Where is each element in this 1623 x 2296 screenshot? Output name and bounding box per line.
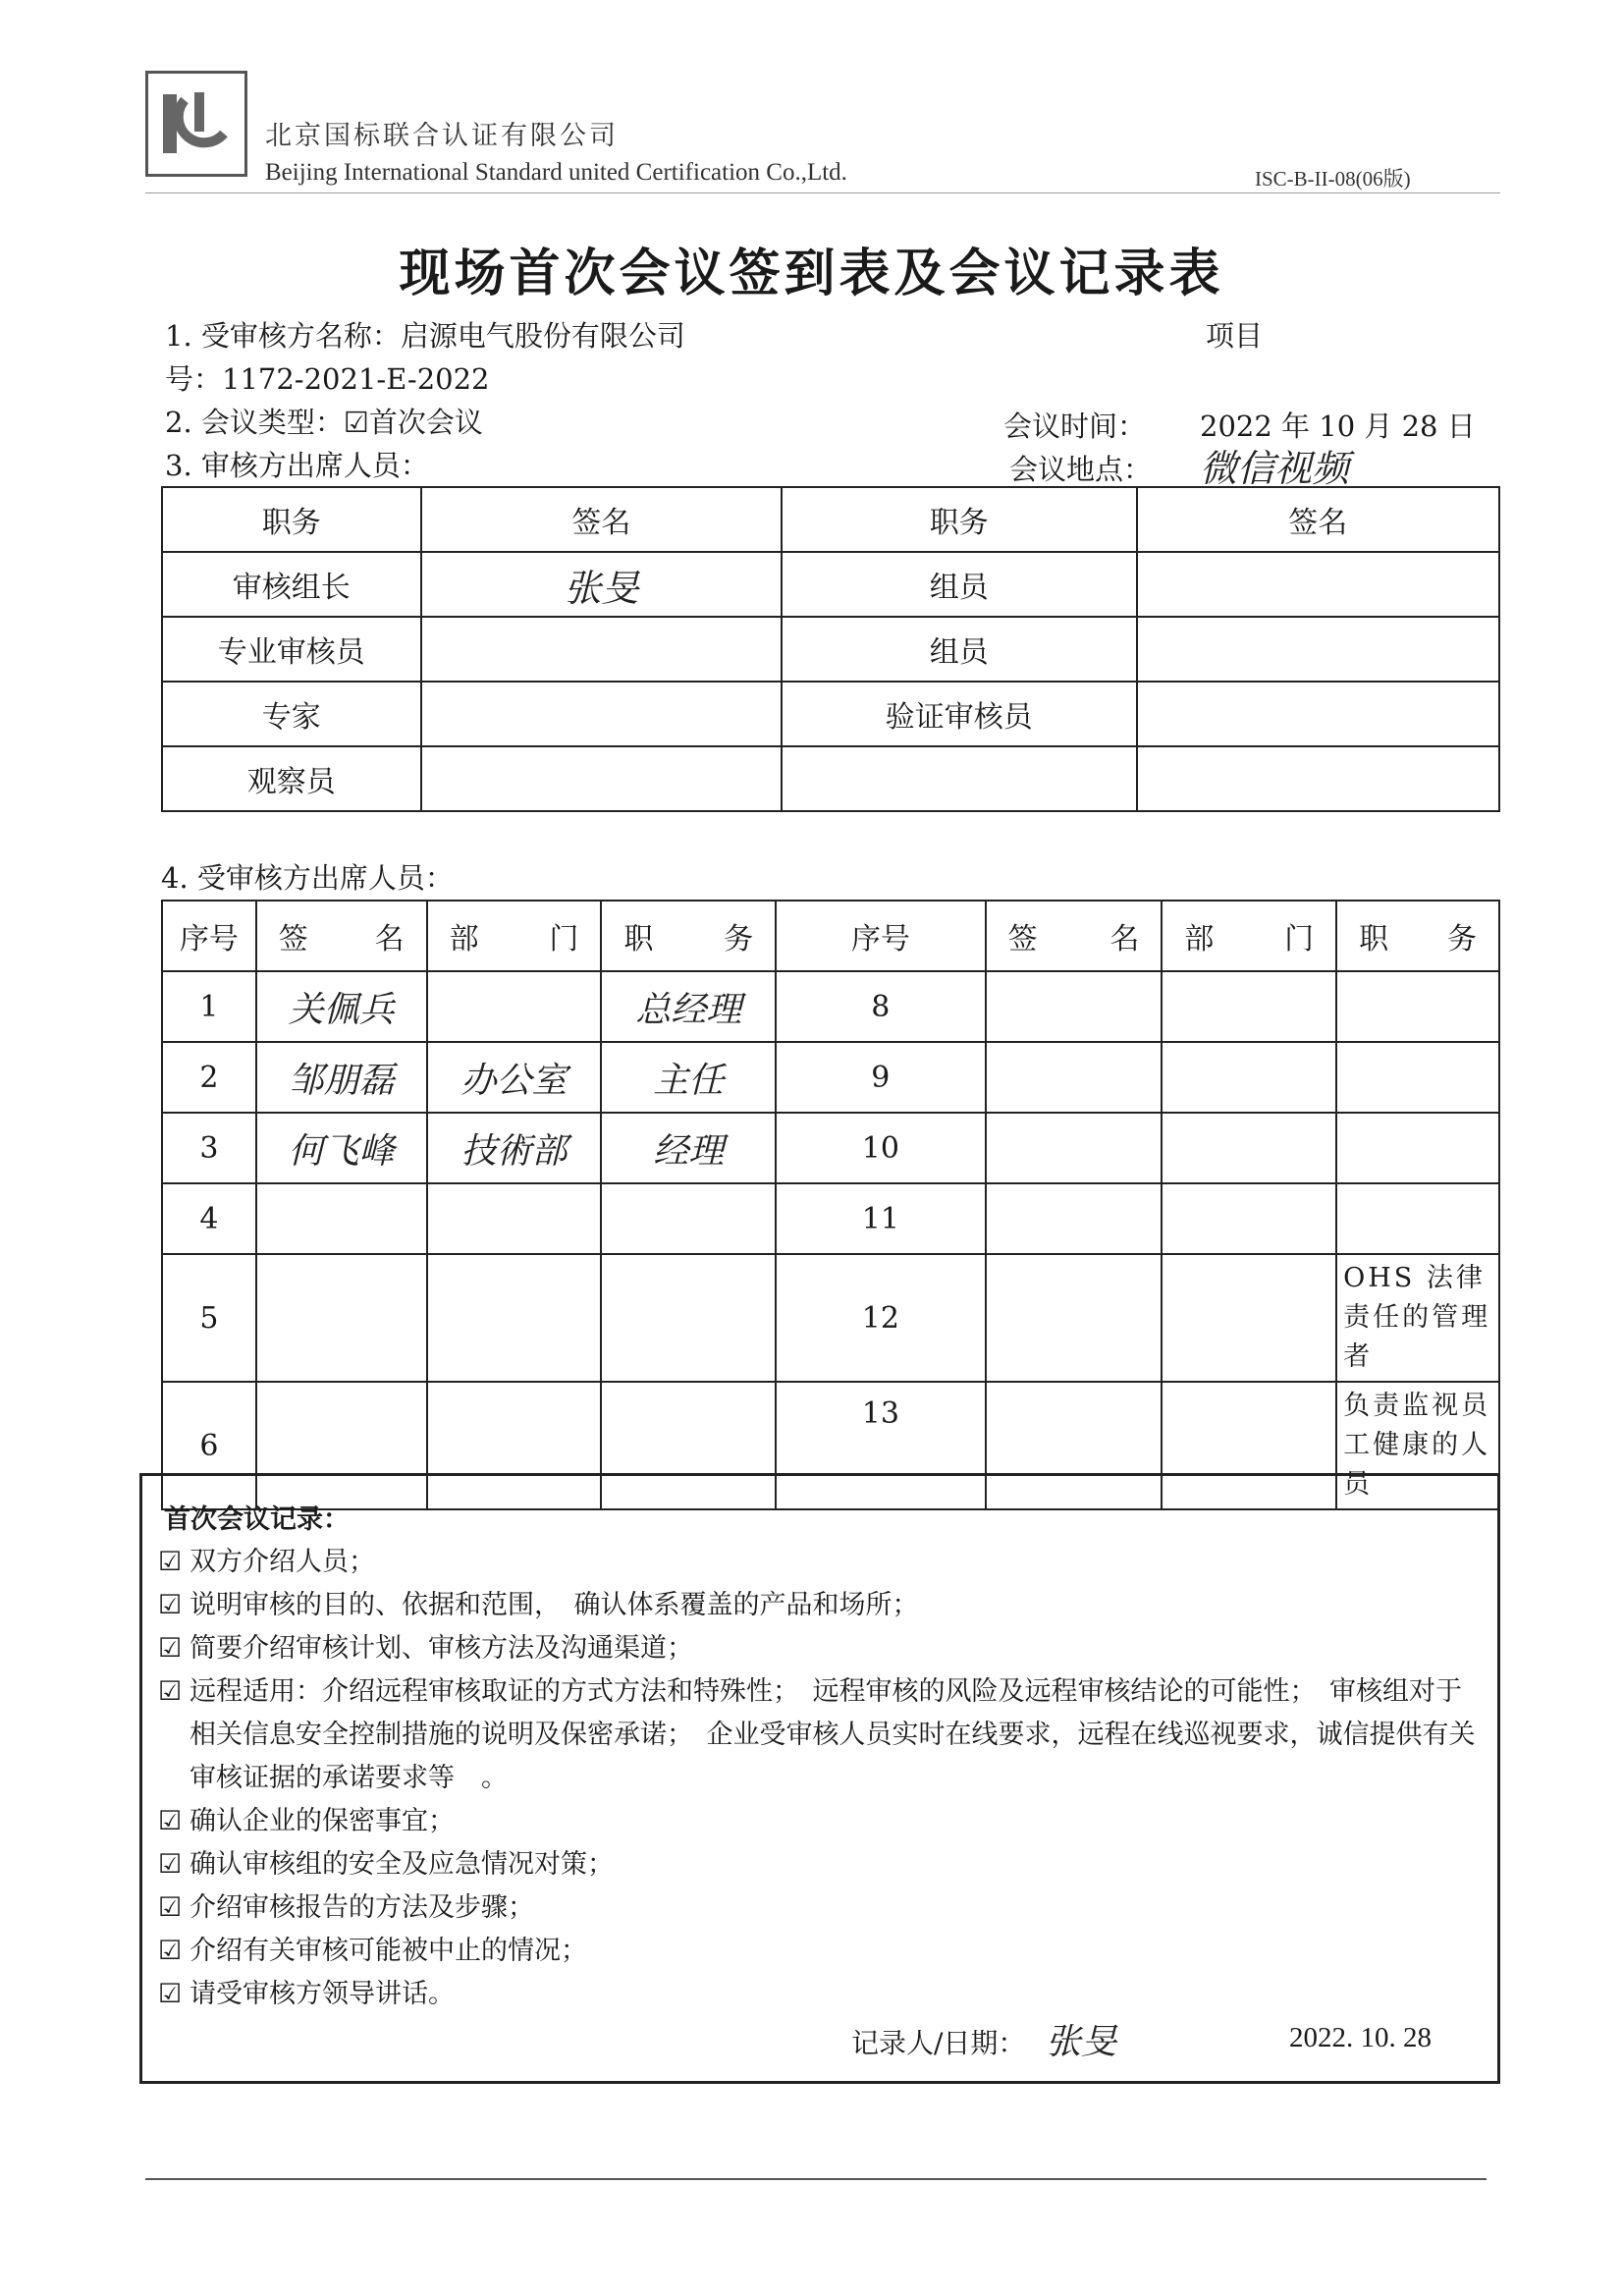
- department-cell: 办公室: [427, 1042, 602, 1113]
- record-text: 确认审核组的安全及应急情况对策；: [189, 1849, 614, 1880]
- spaced-header: 签 名: [1007, 922, 1140, 957]
- table-row: [162, 1113, 1499, 1183]
- project-label: 项目: [1206, 319, 1264, 353]
- record-text: 请受审核方领导讲话。: [189, 1979, 455, 2009]
- position-cell: [601, 1254, 776, 1382]
- meeting-type-line: 2. 会议类型：☑首次会议: [165, 406, 483, 439]
- records-title: 首次会议记录：: [164, 1504, 350, 1535]
- department-cell: [427, 971, 602, 1042]
- auditee-name-line: 1. 受审核方名称：启源电气股份有限公司: [165, 319, 685, 353]
- seq-cell: 13: [776, 1382, 985, 1509]
- document-code: ISC-B-II-08(06版): [1255, 167, 1411, 191]
- seq-cell: 10: [776, 1113, 985, 1183]
- recorder-signature: 张旻: [1046, 2022, 1117, 2062]
- header-cell: 签名: [1137, 487, 1499, 552]
- position-cell: [1336, 1113, 1499, 1183]
- position-cell: OHS 法律责任的管理者: [1336, 1254, 1499, 1382]
- position-cell: 主任: [601, 1042, 776, 1113]
- company-name-cn: 北京国标联合认证有限公司: [265, 121, 619, 151]
- seq-cell: 12: [776, 1254, 985, 1382]
- record-text: 远程适用：介绍远程审核取证的方式方法和特殊性； 远程审核的风险及远程审核结论的可能性； 审核组对于相关信息安全控制措施的说明及保密承诺； 企业受审核人员实时在线要求，远程在线巡视要求，诚信提供有关审核证据的承诺要求等 。: [189, 1676, 1476, 1793]
- seq-cell: 11: [776, 1183, 985, 1254]
- record-text: 说明审核的目的、依据和范围， 确认体系覆盖的产品和场所；: [189, 1590, 919, 1620]
- signature-cell: [986, 1113, 1163, 1183]
- auditor-attendees-heading: 3. 审核方出席人员：: [165, 449, 429, 482]
- position-cell: [1336, 971, 1499, 1042]
- meeting-place-label: 会议地点：: [1009, 453, 1153, 486]
- department-cell: [1162, 971, 1336, 1042]
- spaced-header: 职 务: [623, 922, 754, 957]
- signature-cell: 邹朋磊: [256, 1042, 427, 1113]
- company-name-en: Beijing International Standard united Certification Co.,Ltd.: [265, 159, 847, 186]
- table-row: [162, 1254, 1499, 1382]
- table-header-row: [162, 487, 1499, 552]
- position-cell: 经理: [601, 1113, 776, 1183]
- role-cell: 专业审核员: [162, 617, 421, 682]
- spaced-header: 部 门: [1184, 922, 1315, 957]
- list-item: [158, 1973, 1484, 2016]
- record-text: 双方介绍人员；: [189, 1547, 375, 1577]
- auditee-attendees-heading: 4. 受审核方出席人员：: [161, 861, 454, 895]
- meeting-place-value: 微信视频: [1200, 447, 1350, 490]
- table-row: [162, 746, 1499, 811]
- role-cell: 审核组长: [162, 552, 421, 617]
- signature-cell: 张旻: [421, 552, 782, 617]
- checked-box-icon: ☑: [158, 1547, 183, 1577]
- list-item: [158, 1930, 1484, 1973]
- checked-box-icon: ☑: [158, 1849, 183, 1880]
- header-cell: 序号: [162, 901, 256, 971]
- list-item: [158, 1584, 1484, 1627]
- ilc-logo-icon: [157, 84, 236, 163]
- seq-cell: 9: [776, 1042, 985, 1113]
- header-cell: [1336, 901, 1499, 971]
- meeting-time-label: 会议时间：: [1003, 410, 1147, 443]
- signature-cell: [986, 971, 1163, 1042]
- header-cell: 序号: [776, 901, 985, 971]
- checked-box-icon: ☑: [158, 1936, 183, 1966]
- table-row: [162, 1042, 1499, 1113]
- signature-cell: [1137, 682, 1499, 746]
- header-cell: 签名: [421, 487, 782, 552]
- position-cell: [1336, 1042, 1499, 1113]
- signature-cell: [1137, 746, 1499, 811]
- table-row: [162, 971, 1499, 1042]
- table-row: [162, 552, 1499, 617]
- checked-box-icon: ☑: [158, 1676, 183, 1707]
- record-text: 确认企业的保密事宜；: [189, 1806, 455, 1836]
- signature-cell: [256, 1254, 427, 1382]
- department-cell: [427, 1183, 602, 1254]
- checked-box-icon: ☑: [158, 1806, 183, 1836]
- header-cell: [256, 901, 427, 971]
- table-row: [162, 1183, 1499, 1254]
- list-item: [158, 1627, 1484, 1670]
- signature-cell: [256, 1183, 427, 1254]
- seq-cell: 3: [162, 1113, 256, 1183]
- role-cell: 组员: [782, 552, 1136, 617]
- recorder-date: 2022. 10. 28: [1289, 2022, 1432, 2053]
- footer-divider: [145, 2178, 1487, 2180]
- signature-cell: [421, 617, 782, 682]
- signature-cell: [986, 1042, 1163, 1113]
- list-item: [158, 1800, 1484, 1843]
- department-cell: [1162, 1183, 1336, 1254]
- role-cell: 验证审核员: [782, 682, 1136, 746]
- auditor-attendance-table: [161, 486, 1500, 812]
- checked-box-icon: ☑: [158, 1590, 183, 1620]
- list-item: [158, 1843, 1484, 1886]
- position-cell: [1336, 1183, 1499, 1254]
- table-header-row: [162, 901, 1499, 971]
- recorder-label: 记录人/日期：: [851, 2027, 1026, 2059]
- signature-cell: [986, 1183, 1163, 1254]
- seq-cell: 6: [162, 1382, 256, 1509]
- role-cell: 观察员: [162, 746, 421, 811]
- list-item: [158, 1886, 1484, 1930]
- signature-cell: [421, 682, 782, 746]
- record-text: 介绍审核报告的方法及步骤；: [189, 1892, 534, 1923]
- spaced-header: 部 门: [449, 922, 579, 957]
- meeting-time-value: 2022 年 10 月 28 日: [1200, 410, 1476, 443]
- checked-box-icon: ☑: [158, 1892, 183, 1923]
- header-cell: [986, 901, 1163, 971]
- checked-box-icon: ☑: [158, 1979, 183, 2009]
- table-row: [162, 682, 1499, 746]
- seq-cell: 1: [162, 971, 256, 1042]
- signature-cell: 何飞峰: [256, 1113, 427, 1183]
- signature-cell: [986, 1254, 1163, 1382]
- records-list: [158, 1541, 1484, 2016]
- record-text: 简要介绍审核计划、审核方法及沟通渠道；: [189, 1633, 693, 1664]
- project-number-line: 号：1172-2021-E-2022: [165, 362, 490, 396]
- seq-cell: 4: [162, 1183, 256, 1254]
- department-cell: [427, 1254, 602, 1382]
- list-item: [158, 1670, 1484, 1800]
- role-cell: 组员: [782, 617, 1136, 682]
- table-row: [162, 617, 1499, 682]
- company-logo: [145, 71, 247, 177]
- department-cell: [1162, 1042, 1336, 1113]
- spaced-header: 签 名: [278, 922, 405, 957]
- seq-cell: 5: [162, 1254, 256, 1382]
- position-cell: 负责监视员工健康的人员: [1336, 1382, 1499, 1509]
- header-cell: [601, 901, 776, 971]
- role-cell: [782, 746, 1136, 811]
- department-cell: [1162, 1113, 1336, 1183]
- signature-cell: [1137, 552, 1499, 617]
- auditee-attendance-table: [161, 900, 1500, 1510]
- meeting-records-box: [139, 1473, 1500, 2084]
- list-item: [158, 1541, 1484, 1584]
- header-cell: 职务: [782, 487, 1136, 552]
- record-text: 介绍有关审核可能被中止的情况；: [189, 1936, 587, 1966]
- page-title: 现场首次会议签到表及会议记录表: [399, 244, 1224, 303]
- position-cell: 总经理: [601, 971, 776, 1042]
- role-cell: 专家: [162, 682, 421, 746]
- header-cell: [427, 901, 602, 971]
- seq-cell: 2: [162, 1042, 256, 1113]
- header-cell: [1162, 901, 1336, 971]
- checked-box-icon: ☑: [158, 1633, 183, 1664]
- signature-cell: [1137, 617, 1499, 682]
- department-cell: [1162, 1254, 1336, 1382]
- spaced-header: 职 务: [1359, 922, 1477, 957]
- signature-cell: 关佩兵: [256, 971, 427, 1042]
- header-cell: 职务: [162, 487, 421, 552]
- seq-cell: 8: [776, 971, 985, 1042]
- header-divider: [145, 192, 1500, 193]
- signature-cell: [421, 746, 782, 811]
- department-cell: 技術部: [427, 1113, 602, 1183]
- position-cell: [601, 1183, 776, 1254]
